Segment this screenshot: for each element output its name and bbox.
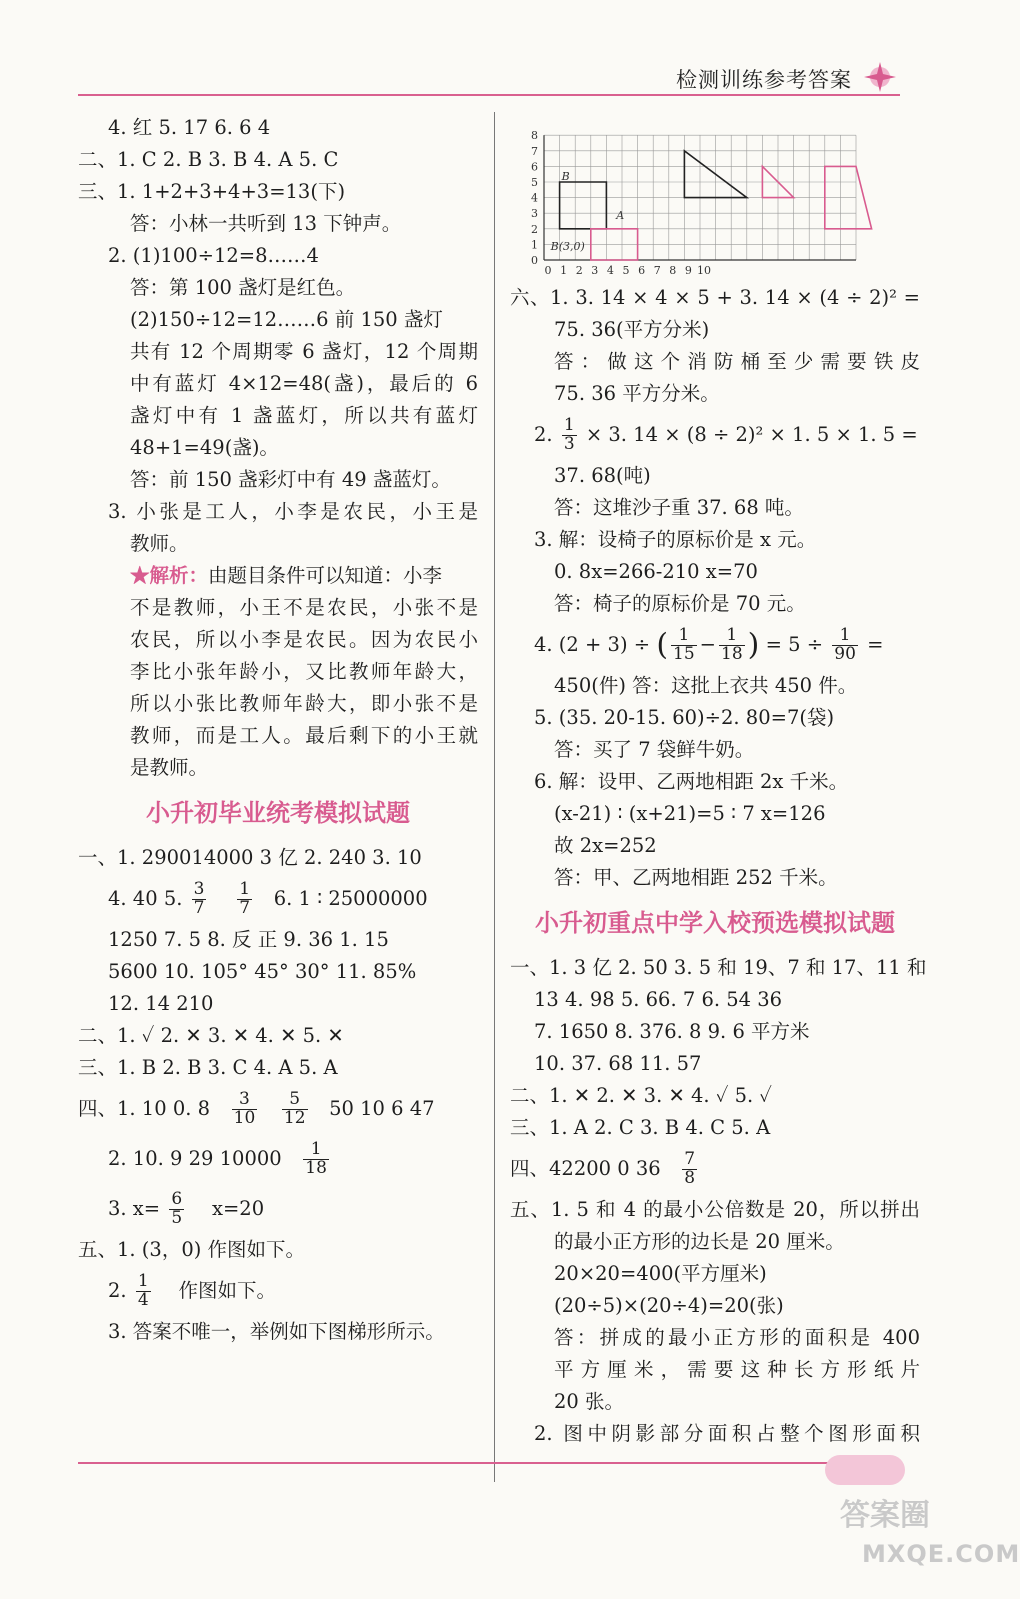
x-tick-label: 4	[606, 264, 614, 277]
right-column	[510, 282, 927, 1450]
answer-line: 2. (1)100÷12=8……4	[108, 244, 319, 267]
point-label: A	[616, 209, 625, 222]
analysis-line: 不是教师，小王不是农民，小张不是	[130, 596, 478, 619]
answer-text: 四、42200 0 36	[510, 1157, 661, 1180]
rect-shape	[560, 182, 607, 229]
column-divider	[494, 112, 495, 1482]
fraction: $\frac{1}{3}$	[563, 415, 575, 454]
answer-line: (x-21) ∶ (x+21)=5 ∶ 7 x=126	[554, 802, 826, 825]
answer-text: 4. 40 5.	[108, 887, 183, 910]
fraction: $\frac{7}{8}$	[684, 1149, 696, 1188]
answer-line: 5600 10. 105° 45° 30° 11. 85%	[108, 960, 417, 983]
x-tick-label: 2	[575, 264, 583, 277]
analysis-label: ★解析：	[130, 564, 209, 587]
answer-line: 7. 1650 8. 376. 8 9. 6 平方米	[534, 1020, 810, 1043]
answer-line: 12. 14 210	[108, 992, 214, 1015]
answer-line: 二、1. C 2. B 3. B 4. A 5. C	[78, 148, 339, 171]
fraction: $\frac{1}{7}$	[239, 879, 251, 918]
answer-line: 二、1. ✓ 2. ✕ 3. ✕ 4. ✕ 5. ✕	[78, 1024, 344, 1047]
answer-line: 48+1=49(盏)。	[130, 436, 279, 459]
analysis-line	[78, 560, 478, 592]
y-tick-label: 1	[531, 238, 538, 252]
analysis-line: 是教师。	[130, 756, 209, 779]
answer-text: = 5 ÷	[765, 633, 824, 656]
fraction: $\frac{1}{18}$	[721, 625, 743, 664]
answer-line: (20÷5)×(20÷4)=20(张)	[554, 1294, 784, 1317]
analysis-line: 李比小张年龄小，又比教师年龄大，	[130, 660, 478, 683]
flower-ornament-icon	[860, 60, 900, 94]
x-tick-label: 10	[697, 264, 711, 277]
answer-line-fractions	[78, 1134, 478, 1184]
answer-line: 75. 36 平方分米。	[554, 382, 720, 405]
page-header	[78, 60, 900, 96]
answer-text: 2.	[108, 1279, 127, 1302]
answer-line-fractions	[78, 874, 478, 924]
answer-line: 2. 图中阴影部分面积占整个图形面积	[534, 1422, 920, 1445]
answer-line: (2)150÷12=12……6 前 150 盏灯	[130, 308, 443, 331]
answer-text: × 3. 14 × (8 ÷ 2)² × 1. 5 × 1. 5 =	[585, 423, 918, 446]
answer-line: 答：这堆沙子重 37. 68 吨。	[554, 496, 804, 519]
y-tick-label: 0	[531, 254, 538, 267]
answer-line: 的最小正方形的边长是 20 厘米。	[554, 1230, 845, 1253]
answer-line: 3. 解：设椅子的原标价是 x 元。	[534, 528, 817, 551]
answer-line: 盏灯中有 1 盏蓝灯，所以共有蓝灯	[130, 404, 478, 427]
answer-line-fractions	[510, 1144, 920, 1194]
answer-line-fractions	[78, 1084, 478, 1134]
watermark-url: MXQE.COM	[862, 1540, 1020, 1568]
answer-line: 教师。	[130, 532, 189, 555]
answer-line: 10. 37. 68 11. 57	[534, 1052, 702, 1075]
answer-line: 3. 小张是工人，小李是农民，小王是	[108, 500, 478, 523]
left-column	[78, 112, 478, 1348]
answer-line-fractions: 4. (2 + 3) ÷ ( $\frac{1}{15}$ − $\frac{1}{18}$ ) = 5 ÷ $\frac{1}{90}$ =	[534, 625, 884, 664]
answer-line: 答：椅子的原标价是 70 元。	[554, 592, 806, 615]
answer-line-fractions	[78, 1184, 478, 1234]
answer-line: 一、1. 290014000 3 亿 2. 240 3. 10	[78, 846, 422, 869]
fraction: $\frac{1}{15}$	[673, 625, 695, 664]
x-tick-label: 6	[638, 264, 646, 277]
answer-line: 一、1. 3 亿 2. 50 3. 5 和 19、7 和 17、11 和	[510, 956, 927, 979]
answer-line: 4. 红 5. 17 6. 6 4	[108, 116, 271, 139]
analysis-line: 教师，而是工人。最后剩下的小王就	[130, 724, 478, 747]
page-number-badge	[825, 1455, 905, 1485]
answer-line: 0. 8x=266-210 x=70	[554, 560, 758, 583]
point-label: B(3,0)	[550, 240, 585, 254]
answer-line: 共有 12 个周期零 6 盏灯，12 个周期	[130, 340, 478, 363]
analysis-line: 农民，所以小李是农民。因为农民小	[130, 628, 478, 651]
answer-text: 四、1. 10 0. 8	[78, 1097, 211, 1120]
y-tick-label: 2	[531, 222, 538, 236]
answer-text: 6. 1 ∶ 25000000	[273, 887, 428, 910]
answer-text: 50 10 6 47	[329, 1097, 435, 1120]
answer-line: 三、1. B 2. B 3. C 4. A 5. A	[78, 1056, 338, 1079]
answer-line: 六、1. 3. 14 × 4 × 5 + 3. 14 × (4 ÷ 2)² =	[510, 286, 920, 309]
answer-line: 平方厘米，需要这种长方形纸片	[554, 1358, 920, 1381]
point-label: B	[561, 170, 570, 183]
answer-line: 答：买了 7 袋鲜牛奶。	[554, 738, 755, 761]
answer-line: 中有蓝灯 4×12=48(盏)，最后的 6	[130, 372, 478, 395]
answer-line: 3. 答案不唯一，举例如下图梯形所示。	[108, 1320, 445, 1343]
y-tick-label: 4	[531, 191, 538, 205]
section-title: 小升初毕业统考模拟试题	[146, 799, 410, 827]
footer-rule	[78, 1462, 900, 1464]
answer-line: 五、1. 5 和 4 的最小公倍数是 20，所以拼出	[510, 1198, 920, 1221]
analysis-text: 由题目条件可以知道：小李	[208, 564, 443, 587]
answer-line: 故 2x=252	[554, 834, 657, 857]
answer-text: 作图如下。	[178, 1279, 276, 1302]
header-title: 检测训练参考答案	[676, 68, 852, 92]
answer-line: 450(件) 答：这批上衣共 450 件。	[554, 674, 858, 697]
x-tick-label: 5	[622, 264, 630, 277]
fraction: $\frac{1}{4}$	[137, 1271, 149, 1310]
y-tick-label: 5	[531, 176, 538, 189]
x-tick-label: 3	[591, 264, 599, 277]
answer-text: =	[867, 633, 884, 656]
answer-line: 1250 7. 5 8. 反 正 9. 36 1. 15	[108, 928, 389, 951]
x-tick-label: 0	[544, 264, 552, 277]
x-tick-label: 7	[653, 264, 661, 277]
y-tick-label: 7	[531, 144, 538, 158]
x-tick-label: 9	[684, 264, 692, 277]
answer-text: 3. x=	[108, 1197, 161, 1220]
answer-line: 二、1. ✕ 2. ✕ 3. ✕ 4. ✓ 5. ✓	[510, 1084, 772, 1107]
answer-line: 答：做这个消防桶至少需要铁皮	[554, 350, 920, 373]
header-rule	[78, 94, 900, 96]
answer-line: 20×20=400(平方厘米)	[554, 1262, 767, 1285]
coordinate-grid-chart	[518, 112, 898, 282]
answer-line: 答：第 100 盏灯是红色。	[130, 276, 356, 299]
y-tick-label: 3	[531, 207, 538, 221]
answer-line: 5. (35. 20-15. 60)÷2. 80=7(袋)	[534, 706, 835, 729]
answer-text: 2.	[534, 423, 553, 446]
y-tick-label: 8	[531, 129, 538, 143]
answer-line: 13 4. 98 5. 66. 7 6. 54 36	[534, 988, 783, 1011]
fraction: $\frac{3}{10}$	[233, 1089, 256, 1128]
answer-line: 五、1. (3，0) 作图如下。	[78, 1238, 306, 1261]
fraction: $\frac{3}{7}$	[193, 879, 205, 918]
y-tick-label: 6	[531, 160, 538, 174]
fraction: $\frac{6}{5}$	[171, 1189, 183, 1228]
section-title: 小升初重点中学入校预选模拟试题	[535, 909, 895, 937]
answer-line: 75. 36(平方分米)	[554, 318, 710, 341]
answer-line-fractions	[78, 1266, 478, 1316]
x-tick-label: 8	[669, 264, 677, 277]
answer-line: 37. 68(吨)	[554, 464, 651, 487]
answer-line-fractions	[510, 410, 920, 460]
answer-line: 答：甲、乙两地相距 252 千米。	[554, 866, 838, 889]
analysis-line: 所以小张比教师年龄大，即小张不是	[130, 692, 478, 715]
answer-line: 6. 解：设甲、乙两地相距 2x 千米。	[534, 770, 849, 793]
answer-line: 答：拼成的最小正方形的面积是 400	[554, 1326, 920, 1349]
watermark-logo: 答案圈	[840, 1498, 930, 1533]
fraction: $\frac{1}{18}$	[305, 1139, 327, 1178]
answer-line: 20 张。	[554, 1390, 625, 1413]
answer-line: 答：小林一共听到 13 下钟声。	[130, 212, 402, 235]
answer-line: 三、1. 1+2+3+4+3=13(下)	[78, 180, 346, 203]
answer-line: 三、1. A 2. C 3. B 4. C 5. A	[510, 1116, 771, 1139]
answer-line: 答：前 150 盏彩灯中有 49 盏蓝灯。	[130, 468, 451, 491]
answer-text: x=20	[211, 1197, 265, 1220]
answer-text: 2. 10. 9 29 10000	[108, 1147, 282, 1170]
fraction: $\frac{1}{90}$	[834, 625, 856, 664]
x-tick-label: 1	[560, 264, 568, 277]
answer-text: 4. (2 + 3) ÷	[534, 633, 651, 656]
fraction: $\frac{5}{12}$	[283, 1089, 306, 1128]
